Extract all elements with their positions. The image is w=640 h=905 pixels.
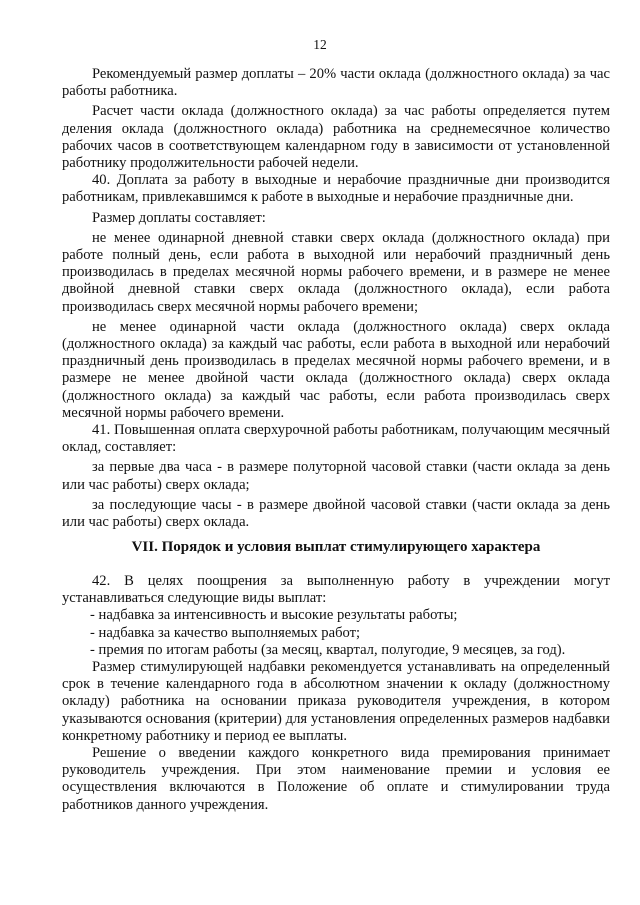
section-body <box>62 573 610 814</box>
paragraph: не менее одинарной дневной ставки сверх оклада (должностного оклада) при работе полный день, если работа в выходной или нерабочий праздничный день производилась в пределах месячной нормы рабочего времени, и в размере не менее двойной дневной ставки сверх оклада (должностного оклада), если работа производилась сверх месячной нормы рабочего времени; <box>62 229 610 315</box>
paragraph: Рекомендуемый размер доплаты – 20% части оклада (должностного оклада) за час работы работника. <box>62 66 610 100</box>
document-body <box>62 66 610 531</box>
paragraph: 42. В целях поощрения за выполненную работу в учреждении могут устанавливаться следующие виды выплат: <box>62 573 610 607</box>
paragraph: за первые два часа - в размере полуторной часовой ставки (части оклада за день или час работы) сверх оклада; <box>62 459 610 493</box>
page-number: 12 <box>313 37 327 52</box>
section-heading: VII. Порядок и условия выплат стимулирующего характера <box>131 539 541 555</box>
paragraph: Размер доплаты составляет: <box>92 209 266 226</box>
list-item: - надбавка за интенсивность и высокие результаты работы; <box>90 607 458 624</box>
list-item: - премия по итогам работы (за месяц, квартал, полугодие, 9 месяцев, за год). <box>90 641 566 658</box>
paragraph: Размер стимулирующей надбавки рекомендуется устанавливать на определенный срок в течение календарного года в абсолютном значении к окладу (должностному окладу) работника на основании приказа руководителя учреждения, в котором указываются основания (критерии) для установления определенных размеров надбавки конкретному работнику и период ее выплаты. <box>62 659 610 744</box>
paragraph: Расчет части оклада (должностного оклада) за час работы определяется путем деления оклада (должностного оклада) работника на среднемесячное количество рабочих часов в соответствующем календарном году в зависимости от установленной работнику продолжительности рабочей недели. <box>62 103 610 172</box>
list-item: - надбавка за качество выполняемых работ; <box>90 624 361 641</box>
paragraph: 41. Повышенная оплата сверхурочной работы работникам, получающим месячный оклад, составляет: <box>62 422 610 456</box>
paragraph: Решение о введении каждого конкретного вида премирования принимает руководитель учреждения. При этом наименование премии и условия ее осуществления включаются в Положение об оплате и стимулировании труда работников данного учреждения. <box>62 745 610 813</box>
paragraph: не менее одинарной части оклада (должностного оклада) сверх оклада (должностного оклада) за каждый час работы, если работа в выходной или нерабочий праздничный день производилась в пределах месячной нормы рабочего времени, и в размере не менее двойной части оклада (должностного оклада) сверх оклада (должностного оклада) за каждый час работы, если работа производилась сверх месячной нормы рабочего времени. <box>62 318 610 421</box>
paragraph: за последующие часы - в размере двойной часовой ставки (части оклада за день или час работы) сверх оклада. <box>62 496 610 531</box>
paragraph: 40. Доплата за работу в выходные и нерабочие праздничные дни производится работникам, привлекавшимся к работе в выходные и нерабочие праздничные дни. <box>62 172 610 206</box>
